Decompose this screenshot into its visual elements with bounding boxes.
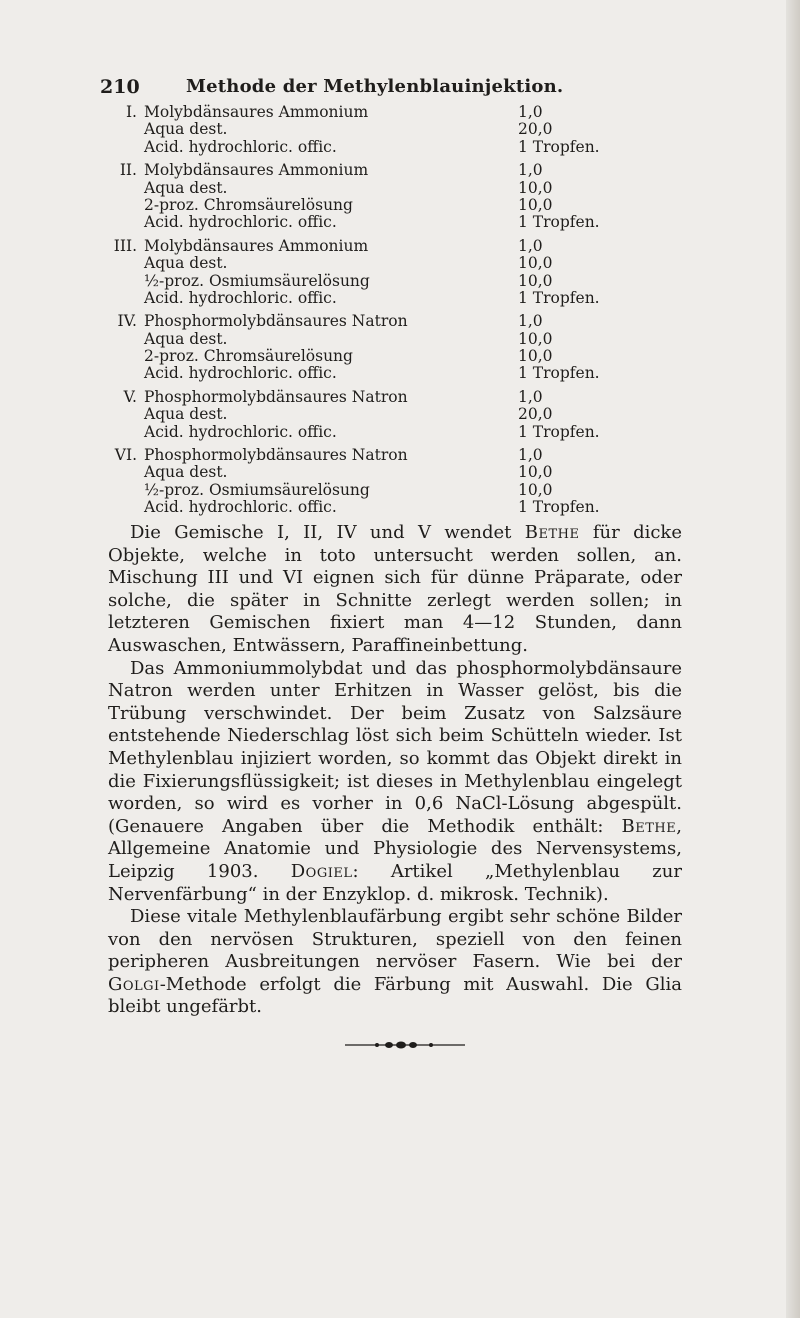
recipe-row: [113, 464, 673, 481]
ingredient-amount: 1 Tropfen.: [518, 137, 600, 156]
recipe-row: [113, 406, 673, 423]
ingredient-name: Molybdänsaures Ammonium: [144, 103, 369, 121]
ingredient-amount: 10,0: [518, 195, 553, 214]
recipe-row: [113, 255, 673, 272]
ingredient-amount: 1,0: [518, 446, 543, 465]
recipe-block: [113, 162, 673, 232]
author-name: Bethe: [621, 815, 677, 837]
recipe-row: [113, 348, 673, 365]
recipe-row: [113, 121, 673, 138]
recipe-row: [113, 424, 673, 441]
ingredient-name: ½-proz. Osmiumsäurelösung: [144, 271, 370, 290]
recipe-block: [113, 313, 673, 383]
recipe-row: [113, 139, 673, 156]
recipe-row: [113, 499, 673, 516]
ingredient-name: Molybdänsaures Ammonium: [144, 161, 369, 180]
ingredient-amount: 10,0: [518, 329, 553, 348]
recipe-row: [113, 273, 673, 290]
ingredient-amount: 10,0: [518, 178, 553, 197]
paragraph: [108, 658, 682, 907]
ingredient-amount: 10,0: [518, 254, 553, 273]
recipe-block: [113, 389, 673, 441]
recipe-row: [113, 365, 673, 382]
ingredient-name: 2-proz. Chromsäurelösung: [144, 195, 353, 214]
recipe-numeral: V.: [123, 387, 137, 406]
ingredient-amount: 1,0: [518, 387, 543, 406]
recipe-row: [113, 447, 673, 464]
author-name: Golgi: [108, 973, 160, 995]
ingredient-name: Phosphormolybdänsaures Natron: [144, 446, 408, 465]
ingredient-amount: 20,0: [518, 120, 553, 139]
ingredient-amount: 1,0: [518, 103, 543, 121]
text-run: Das Ammoniummolybdat und das phosphormolybdänsaure Natron werden unter Erhitzen in Wasser gelöst, bis die Trübung verschwindet. Der beim Zusatz von Salzsäure entstehende Niederschlag löst sich beim Schütteln wieder. Ist Methylenblau injiziert worden, so kommt das Objekt direkt in die Fixierungsflüssigkeit; ist dieses in Methylenblau eingelegt worden, so wird es vorher in 0,6 NaCl-Lösung abgespült. (Genauere Angaben über die Methodik enthält:: [108, 657, 682, 837]
recipe-row: [113, 180, 673, 197]
body-text: [108, 522, 682, 1019]
recipe-block: [113, 447, 673, 517]
recipe-list: [113, 104, 673, 523]
recipe-row: [113, 104, 673, 121]
paragraph: [108, 906, 682, 1019]
page-edge-shadow: [786, 0, 800, 1318]
text-run: Diese vitale Methylenblaufärbung ergibt sehr schöne Bilder von den nervösen Strukturen, speziell von den feinen peripheren Ausbreitungen nervöser Fasern. Wie bei der: [108, 906, 682, 973]
ingredient-name: Acid. hydrochloric. offic.: [144, 288, 337, 307]
ingredient-name: Acid. hydrochloric. offic.: [144, 137, 337, 156]
ingredient-name: Aqua dest.: [144, 329, 228, 348]
ingredient-name: Acid. hydrochloric. offic.: [144, 213, 337, 232]
ingredient-amount: 1 Tropfen.: [518, 364, 600, 383]
recipe-numeral: II.: [119, 161, 137, 180]
recipe-row: [113, 389, 673, 406]
running-title: Methode der Methylenblauinjektion.: [186, 76, 564, 97]
recipe-row: [113, 482, 673, 499]
recipe-row: [113, 313, 673, 330]
ingredient-name: Phosphormolybdänsaures Natron: [144, 387, 408, 406]
text-run: für dicke Objekte, welche in toto untersucht werden sollen, an. Mischung III und VI eignen sich für dünne Präparate, oder solche, die später in Schnitte zerlegt werden sollen; in letzteren Gemischen fixiert man 4—12 Stunden, dann Auswaschen, Entwässern, Paraffineinbettung.: [108, 522, 682, 656]
recipe-row: [113, 331, 673, 348]
ingredient-amount: 10,0: [518, 271, 553, 290]
recipe-row: [113, 197, 673, 214]
ingredient-name: Acid. hydrochloric. offic.: [144, 422, 337, 441]
recipe-block: [113, 104, 673, 156]
ingredient-amount: 1,0: [518, 312, 543, 331]
ingredient-name: Aqua dest.: [144, 120, 228, 139]
ingredient-name: ½-proz. Osmiumsäurelösung: [144, 480, 370, 499]
recipe-numeral: I.: [125, 103, 137, 121]
recipe-row: [113, 238, 673, 255]
ingredient-name: Aqua dest.: [144, 178, 228, 197]
author-name: Bethe: [524, 522, 580, 543]
ingredient-amount: 1 Tropfen.: [518, 422, 600, 441]
ingredient-amount: 10,0: [518, 480, 553, 499]
ingredient-amount: 1 Tropfen.: [518, 498, 600, 517]
ingredient-amount: 10,0: [518, 463, 553, 482]
page-header: [100, 76, 720, 100]
ingredient-name: Acid. hydrochloric. offic.: [144, 498, 337, 517]
ingredient-amount: 1,0: [518, 161, 543, 180]
recipe-block: [113, 238, 673, 308]
ingredient-amount: 10,0: [518, 347, 553, 366]
ingredient-amount: 20,0: [518, 405, 553, 424]
recipe-row: [113, 290, 673, 307]
text-run: : Artikel „Methylenblau zur Nervenfärbung“ in der Enzyklop. d. mikrosk. Technik).: [108, 860, 682, 905]
ingredient-name: Aqua dest.: [144, 405, 228, 424]
recipe-numeral: VI.: [114, 446, 137, 465]
recipe-row: [113, 214, 673, 231]
recipe-numeral: III.: [113, 236, 137, 255]
ingredient-amount: 1 Tropfen.: [518, 213, 600, 232]
recipe-numeral: IV.: [117, 312, 137, 331]
ingredient-name: Molybdänsaures Ammonium: [144, 236, 369, 255]
text-run: Die Gemische I, II, IV und V wendet: [130, 522, 525, 543]
text-run: , Allgemeine Anatomie und Physiologie des Nervensystems, Leipzig 1903.: [108, 815, 682, 882]
ingredient-name: Aqua dest.: [144, 254, 228, 273]
ingredient-name: 2-proz. Chromsäurelösung: [144, 347, 353, 366]
author-name: Dogiel: [290, 860, 353, 882]
ingredient-name: Acid. hydrochloric. offic.: [144, 364, 337, 383]
page-number: 210: [100, 76, 140, 98]
ingredient-amount: 1 Tropfen.: [518, 288, 600, 307]
ornament-divider-icon: [345, 1039, 465, 1051]
paragraph: [108, 522, 682, 658]
ingredient-name: Aqua dest.: [144, 463, 228, 482]
ingredient-amount: 1,0: [518, 236, 543, 255]
ingredient-name: Phosphormolybdänsaures Natron: [144, 312, 408, 331]
text-run: -Methode erfolgt die Färbung mit Auswahl. Die Glia bleibt ungefärbt.: [108, 973, 682, 1018]
recipe-row: [113, 162, 673, 179]
